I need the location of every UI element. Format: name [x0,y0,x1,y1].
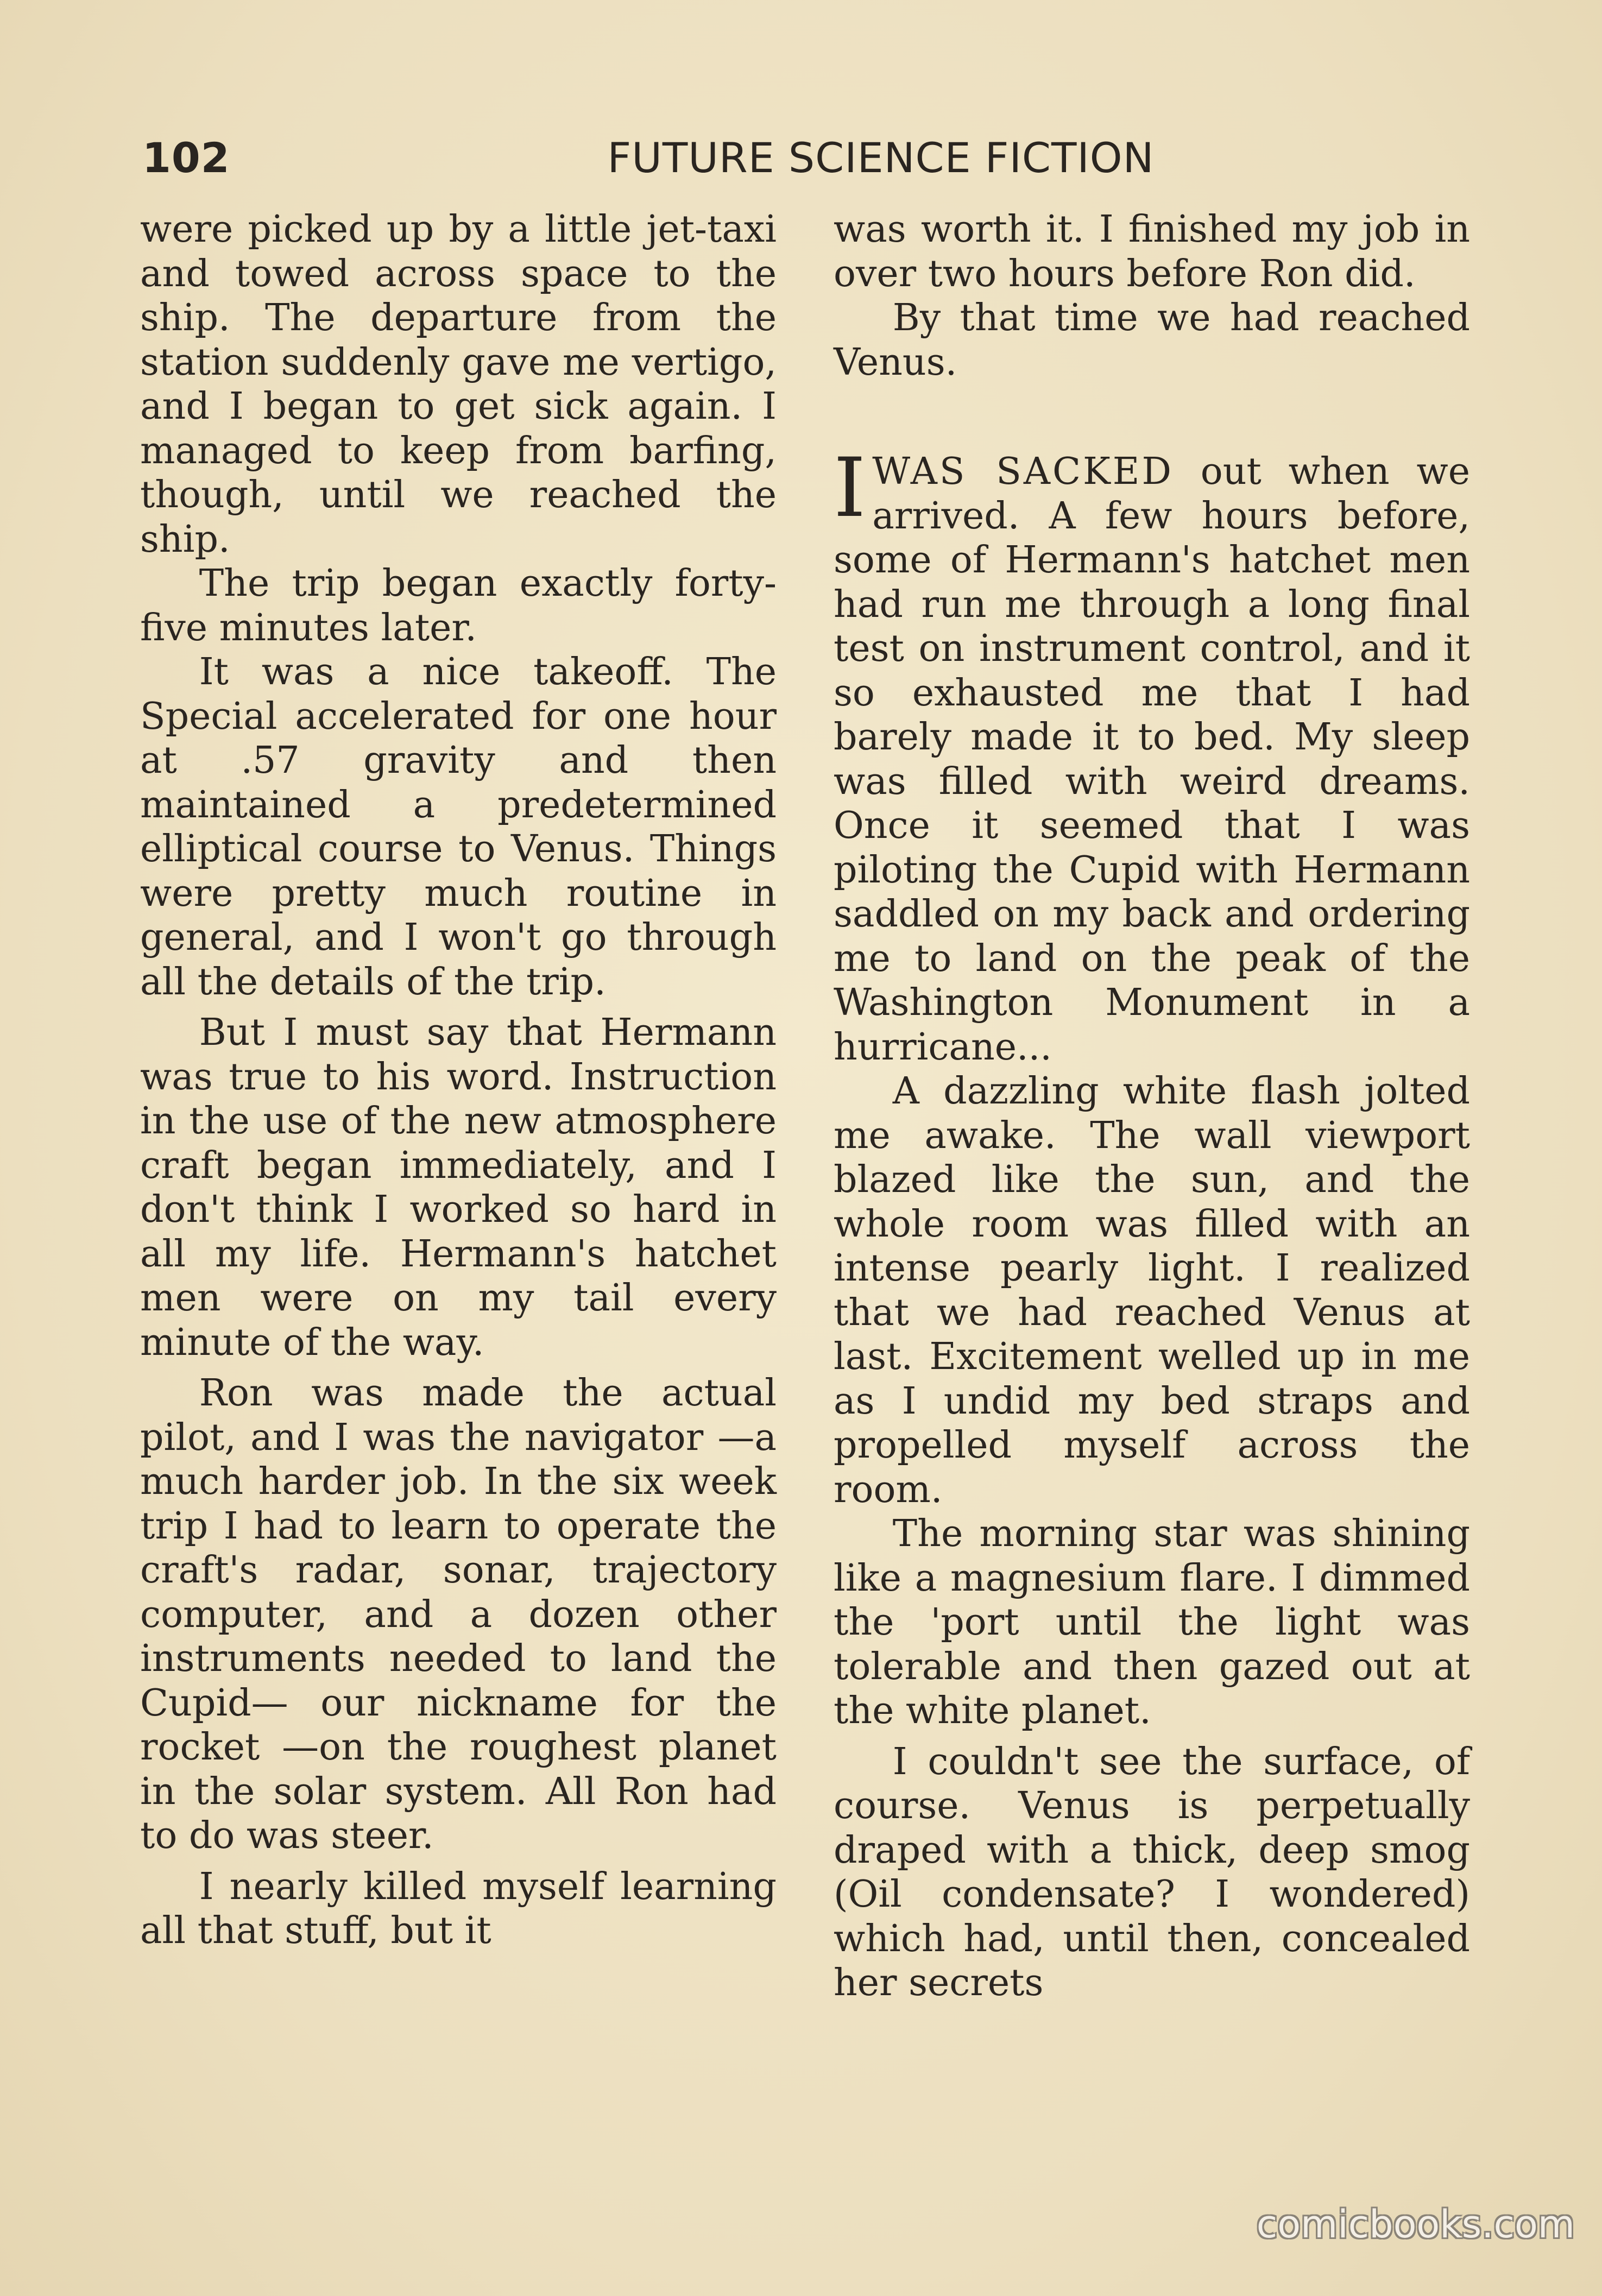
running-title: FUTURE SCIENCE FICTION [607,134,1155,182]
paragraph: were picked up by a little jet-taxi and towed across space to the ship. The departure from the station suddenly gave me vertigo, and I began to get sick again. I managed to keep from barfing, though, until we reached the ship. [140,208,777,561]
watermark-logo: comicbooks.com [1256,2202,1575,2247]
paragraph: A dazzling white flash jolted me awake. The wall viewport blazed like the sun, and the whole room was filled with an intense pearly light. I realized that we had reached Venus at last. Excitement welled up in me as I undid my bed straps and propelled myself across the room. [834,1070,1470,1511]
paragraph: was worth it. I finished my job in over two hours before Ron did. [834,208,1470,295]
paragraph: By that time we had reached Venus. [834,297,1470,384]
page-number: 102 [142,134,230,182]
section-lead-words: WAS SACKED [872,450,1174,493]
drop-cap: I [834,441,866,535]
paragraph: But I must say that Hermann was true to his word. Instruction in the use of the new atmosphere craft began immediately, and I don't think I worked so hard in all my life. Hermann's hatchet men were on my tail every minute of the way. [140,1011,777,1364]
paragraph: It was a nice takeoff. The Special accelerated for one hour at .57 gravity and then maintained a predetermined elliptical course to Venus. Things were pretty much routine in general, and I won't go through all the details of the trip. [140,651,777,1004]
page-header [142,128,1472,193]
left-column [140,207,777,1953]
right-column [834,207,1470,2005]
paragraph: The morning star was shining like a magnesium flare. I dimmed the 'port until the light was tolerable and then gazed out at the white planet. [834,1512,1470,1732]
paragraph: The trip began exactly forty-five minutes later. [140,562,777,649]
paragraph: I couldn't see the surface, of course. Venus is perpetually draped with a thick, deep smog (Oil condensate? I wondered) which had, until then, concealed her secrets [834,1740,1470,2004]
paragraph: I nearly killed myself learning all that stuff, but it [140,1865,777,1952]
section-opening-paragraph [834,441,1470,1069]
paragraph: Ron was made the actual pilot, and I was the navigator —a much harder job. In the six week trip I had to learn to operate the craft's radar, sonar, trajectory computer, and a dozen other instruments needed to land the Cupid— our nickname for the rocket —on the roughest planet in the solar system. All Ron had to do was steer. [140,1372,777,1857]
section-text: out when we arrived. A few hours before, some of Hermann's hatchet men had run me through a long final test on instrument control, and it so exhausted me that I had barely made it to bed. My sleep was filled with weird dreams. Once it seemed that I was piloting the Cupid with Hermann saddled on my back and ordering me to land on the peak of the Washington Monument in a hurricane... [834,450,1470,1069]
